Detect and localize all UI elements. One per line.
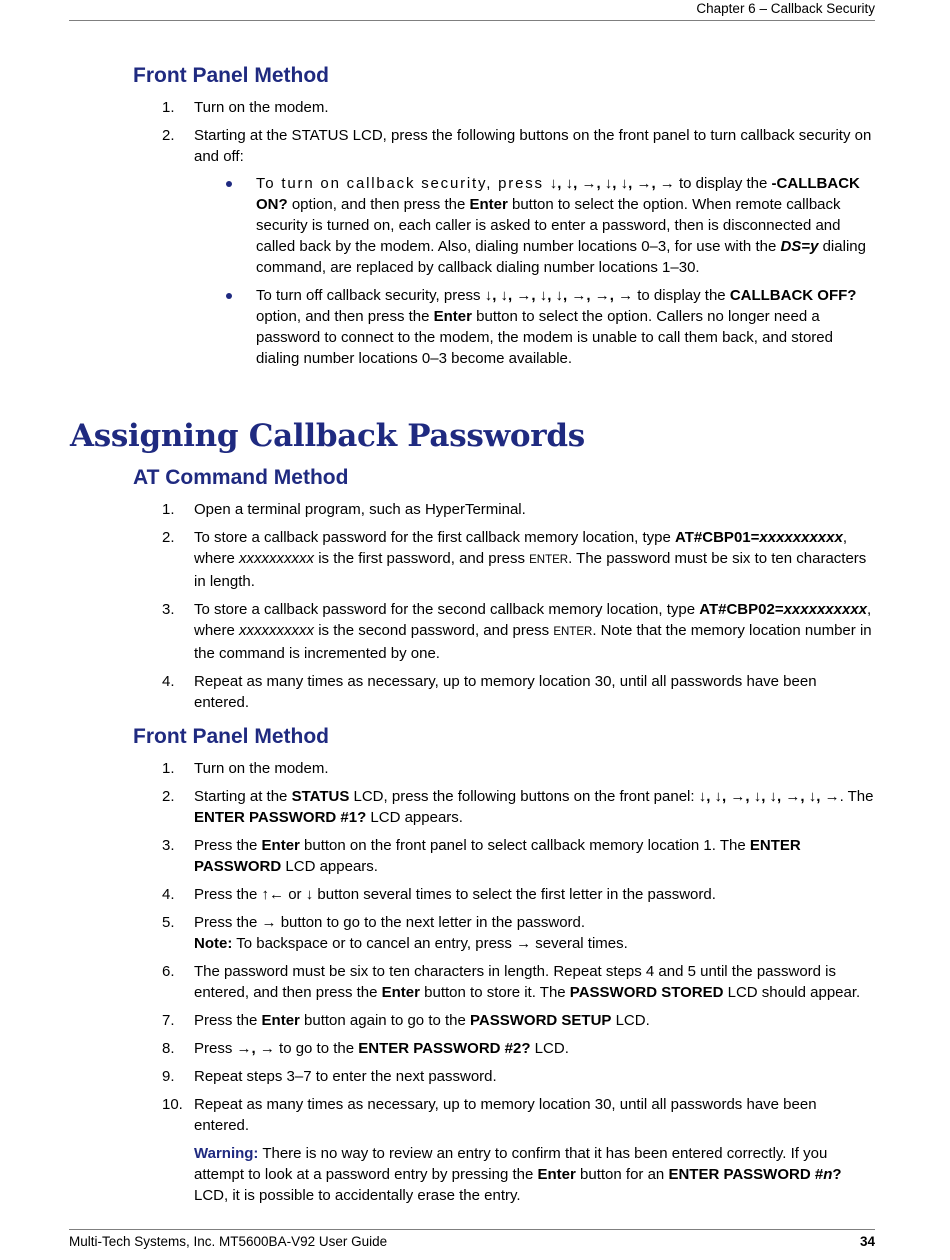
front-panel-method-heading-2: Front Panel Method — [133, 725, 329, 748]
arrow-sequence: →, → — [236, 1040, 275, 1057]
arrow-sequence: ↓, ↓, →, ↓, ↓, →, →, → — [484, 287, 634, 304]
bullet-item-callback-on: To turn on callback security, press ↓, ↓, →, ↓, ↓, →, → to display the -CALLBACK ON? option, and then press the Enter button to select the option. When remote callback security is turned on, each caller is asked to enter a password, then is disconnected and called back by the modem. Also, dialing number locations 0–3, for use with the DS=y dialing command, are replaced by callback dialing number locations 1–30. — [194, 173, 874, 278]
bullet-item-callback-off: To turn off callback security, press ↓, ↓, →, ↓, ↓, →, →, → to display the CALLBACK OFF? option, and then press the Enter button to select the option. Callers no longer need a password to connect to the modem, the modem is unable to call them back, and stored dialing number locations 0–3 become available. — [194, 285, 874, 369]
list-item: 2. Starting at the STATUS LCD, press the following buttons on the front panel to turn callback security on and off: To turn on callback security, press ↓, ↓, →, ↓, ↓, →, → to display the -CALLBACK ON? option, and then press the Enter button to select the option. When remote callback security is turned on, each caller is asked to enter a password, then is disconnected and called back by the modem. Also, dialing number locations 0–3, for use with the DS=y dialing command, are replaced by callback dialing number locations 1–30. To turn off callback security, press ↓, ↓, →, ↓, ↓, →, →, → to display the CALLBACK OFF? option, and then press the Enter button to select the option. Callers no longer need a password to connect to the modem, the modem is unable to call them back, and stored dialing number locations 0–3 become available. — [162, 125, 874, 369]
list-item: 1. Turn on the modem. — [162, 760, 329, 777]
list-item: 5. Press the → button to go to the next letter in the password. Note: To backspace or to cancel an entry, press → several times. — [162, 912, 874, 954]
list-item: 7. Press the Enter button again to go to the PASSWORD SETUP LCD. — [162, 1012, 650, 1029]
chapter-title: Chapter 6 – Callback Security — [696, 1, 875, 16]
callback-toggle-steps — [162, 97, 874, 376]
up-left-arrow-icon: ↑← — [261, 886, 285, 903]
down-arrow-icon: ↓ — [305, 886, 314, 903]
front-panel-method-heading: Front Panel Method — [133, 64, 329, 87]
list-item: 10. Repeat as many times as necessary, up to memory location 30, until all passwords have been entered. Warning: There is no way to review an entry to confirm that it has been entered correctly. If you attempt to look at a password entry by pressing the Enter button for an ENTER PASSWORD #n? LCD, it is possible to accidentally erase the entry. — [162, 1094, 874, 1206]
list-item: 3. Press the Enter button on the front panel to select callback memory location 1. The ENTER PASSWORD LCD appears. — [162, 837, 801, 875]
warning-note: Warning: There is no way to review an entry to confirm that it has been entered correctly. If you attempt to look at a password entry by pressing the Enter button for an ENTER PASSWORD #n? LCD, it is possible to accidentally erase the entry. — [194, 1145, 842, 1204]
assigning-callback-passwords-title: Assigning Callback Passwords — [70, 418, 585, 454]
arrow-sequence: ↓, ↓, →, ↓, ↓, →, ↓, → — [698, 788, 840, 805]
list-item: 6. The password must be six to ten characters in length. Repeat steps 4 and 5 until the password is entered, and then press the Enter button to store it. The PASSWORD STORED LCD should appear. — [162, 963, 861, 1001]
list-item: 2. Starting at the STATUS LCD, press the following buttons on the front panel: ↓, ↓, →, ↓, ↓, →, ↓, →. The ENTER PASSWORD #1? LCD appears. — [162, 788, 874, 826]
page-footer — [69, 1229, 875, 1256]
list-item: 9. Repeat steps 3–7 to enter the next password. — [162, 1068, 497, 1085]
right-arrow-icon: → — [516, 935, 532, 952]
front-panel-password-steps — [162, 758, 874, 1213]
list-item: 4. Repeat as many times as necessary, up to memory location 30, until all passwords have been entered. — [162, 673, 817, 711]
page-header — [69, 0, 875, 21]
at-command-method-heading: AT Command Method — [133, 466, 349, 489]
at-command-steps — [162, 499, 874, 720]
page-number: 34 — [859, 1234, 875, 1249]
list-item: 1. Turn on the modem. — [162, 99, 329, 116]
right-arrow-icon: → — [261, 914, 277, 931]
bullet-icon — [226, 293, 232, 299]
arrow-sequence: ↓, ↓, →, ↓, ↓, →, → — [549, 175, 675, 192]
footer-document-title: Multi-Tech Systems, Inc. MT5600BA-V92 User Guide — [69, 1234, 388, 1249]
list-item: 4. Press the ↑← or ↓ button several times to select the first letter in the password. — [162, 886, 716, 903]
list-item: 1. Open a terminal program, such as HyperTerminal. — [162, 501, 526, 518]
list-item: 3. To store a callback password for the second callback memory location, type AT#CBP02=xxxxxxxxxx, where xxxxxxxxxx is the second password, and press ENTER. Note that the memory location number in the command is incremented by one. — [162, 601, 872, 662]
bullet-icon — [226, 181, 232, 187]
list-item: 2. To store a callback password for the first callback memory location, type AT#CBP01=xxxxxxxxxx, where xxxxxxxxxx is the first password, and press ENTER. The password must be six to ten characters in length. — [162, 529, 867, 590]
list-item: 8. Press →, → to go to the ENTER PASSWORD #2? LCD. — [162, 1040, 569, 1057]
bullet-list — [194, 173, 874, 369]
note: Note: To backspace or to cancel an entry, press → several times. — [194, 935, 628, 952]
